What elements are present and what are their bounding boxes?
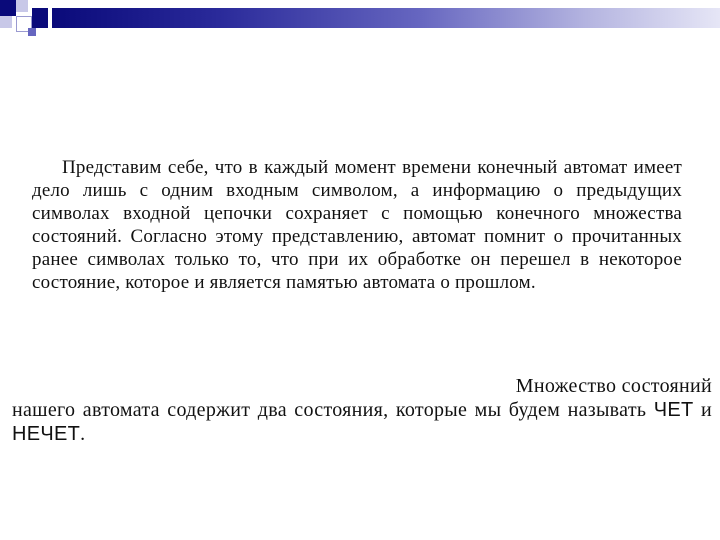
sentence-end: . [80, 423, 86, 445]
state-name-odd: НЕЧЕТ [12, 423, 81, 445]
paragraph-text: нашего автомата содержит два состояния, которые мы будем называть [12, 399, 647, 421]
scanned-paragraph-finite-automaton [32, 156, 682, 294]
decor-square [28, 28, 36, 36]
paragraph-lead: Множество состояний [515, 375, 712, 397]
gradient-bar [52, 8, 720, 28]
decor-square [0, 16, 12, 28]
scanned-paragraph-states [12, 374, 712, 446]
decor-square [32, 8, 48, 28]
decor-square [16, 0, 28, 12]
slide-header-banner [0, 0, 720, 40]
conjunction-text: и [700, 399, 712, 421]
decor-square [0, 0, 16, 16]
state-name-even: ЧЕТ [653, 399, 694, 421]
paragraph-text: Представим себе, что в каждый момент времени конечный автомат имеет дело лишь с одним входным символом, а информацию о предыдущих символах входной цепочки сохраняет с помощью конечного множества состояний. Согласно этому представлению, автомат помнит о прочитанных ранее символах только то, что при их обработке он перешел в некоторое состояние, которое и является памятью автомата о прошлом. [32, 157, 682, 293]
